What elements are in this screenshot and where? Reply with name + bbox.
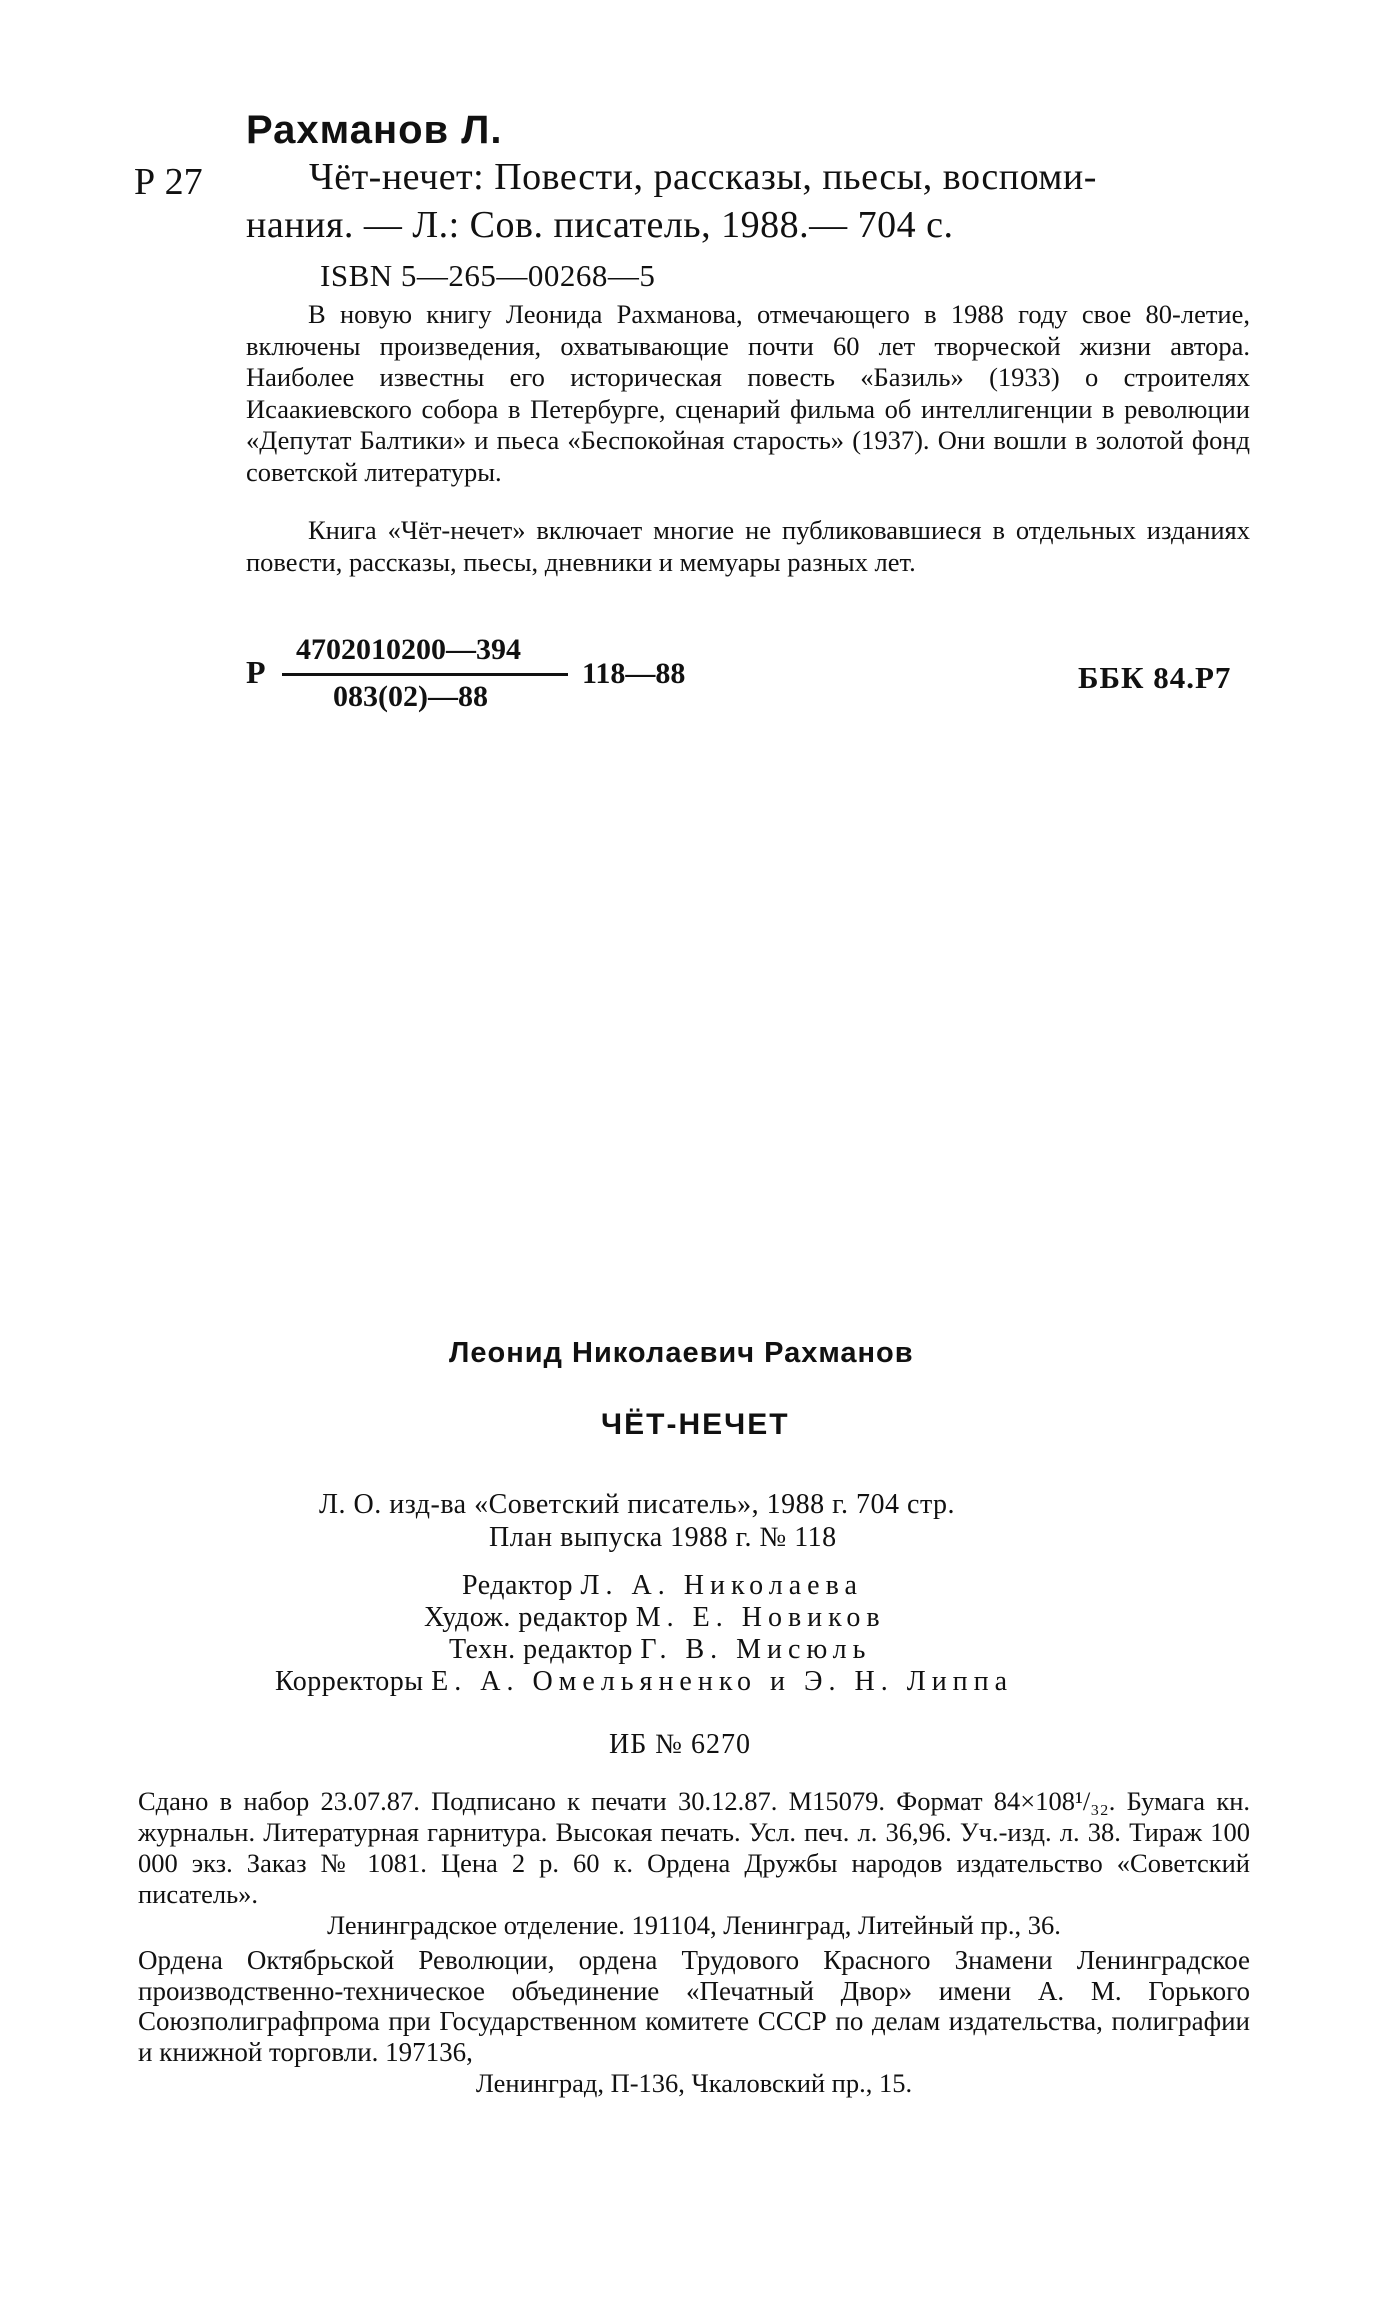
proofreaders-names: Е. А. Омельяненко и Э. Н. Липпа [431,1666,1014,1697]
tech-editor-line [449,1634,871,1666]
classification-numerator: 4702010200—394 [296,633,521,666]
editor-line [462,1570,863,1602]
classification-letter: Р [246,654,266,690]
editor-role: Редактор [462,1570,574,1601]
technical-address: Ленинградское отделение. 191104, Ленинград, Литейный пр., 36. [327,1910,1061,1940]
art-editor-line [424,1602,886,1634]
call-number: Р 27 [134,161,203,203]
annotation-paragraph-2: Книга «Чёт-нечет» включает многие не публиковавшиеся в отдельных изданиях повести, рассказы, пьесы, дневники и мемуары разных лет. [246,515,1250,577]
tech-editor-name: Г. В. Мисюль [640,1634,872,1665]
isbn: ISBN 5—265—00268—5 [320,258,656,293]
printer-address: Ленинград, П-136, Чкаловский пр., 15. [475,2068,913,2098]
classification-suffix: 118—88 [582,657,686,690]
art-editor-role: Худож. редактор [424,1602,629,1633]
publisher-line-2: План выпуска 1988 г. № 118 [489,1522,837,1553]
card-author: Рахманов Л. [246,108,503,152]
editor-name: Л. А. Николаева [580,1570,863,1601]
card-title-line-2: нания. — Л.: Сов. писатель, 1988.— 704 с. [246,204,954,246]
proofreaders-line [275,1666,1013,1698]
author-full-name: Леонид Николаевич Рахманов [449,1337,914,1369]
card-title-line-1: Чёт-нечет: Повести, рассказы, пьесы, воспоми- [309,156,1097,198]
bbk-code: ББК 84.Р7 [1078,660,1232,695]
ib-number: ИБ № 6270 [609,1729,752,1760]
book-title: ЧЁТ-НЕЧЕТ [601,1408,790,1441]
technical-details: Сдано в набор 23.07.87. Подписано к печати 30.12.87. М15079. Формат 84×108¹/₃₂. Бумага кн. журнальн. Литературная гарнитура. Высокая печать. Усл. печ. л. 36,96. Уч.-изд. л. 38. Тираж 100 000 экз. Заказ № 1081. Цена 2 р. 60 к. Ордена Дружбы народов издательство «Советский писатель». [138,1786,1250,1909]
printer-details: Ордена Октябрьской Революции, ордена Трудового Красного Знамени Ленинградское производственно-техническое объединение «Печатный Двор» имени А. М. Горького Союзполиграфпрома при Государственном комитете СССР по делам издательства, полиграфии и книжной торговли. 197136, [138,1945,1250,2067]
art-editor-name: М. Е. Новиков [635,1602,886,1633]
proofreaders-role: Корректоры [275,1666,424,1697]
annotation-paragraph-1: В новую книгу Леонида Рахманова, отмечающего в 1988 году свое 80-летие, включены произведения, охватывающие почти 60 лет творческой жизни автора. Наиболее известны его историческая повесть «Базиль» (1933) о строителях Исаакиевского собора в Петербурге, сценарий фильма об интеллигенции в революции «Депутат Балтики» и пьеса «Беспокойная старость» (1937). Они вошли в золотой фонд советской литературы. [246,299,1250,487]
fraction-rule [282,673,568,676]
publisher-line-1: Л. О. изд-ва «Советский писатель», 1988 г. 704 стр. [319,1489,956,1520]
tech-editor-role: Техн. редактор [449,1634,633,1665]
classification-denominator: 083(02)—88 [333,680,488,713]
